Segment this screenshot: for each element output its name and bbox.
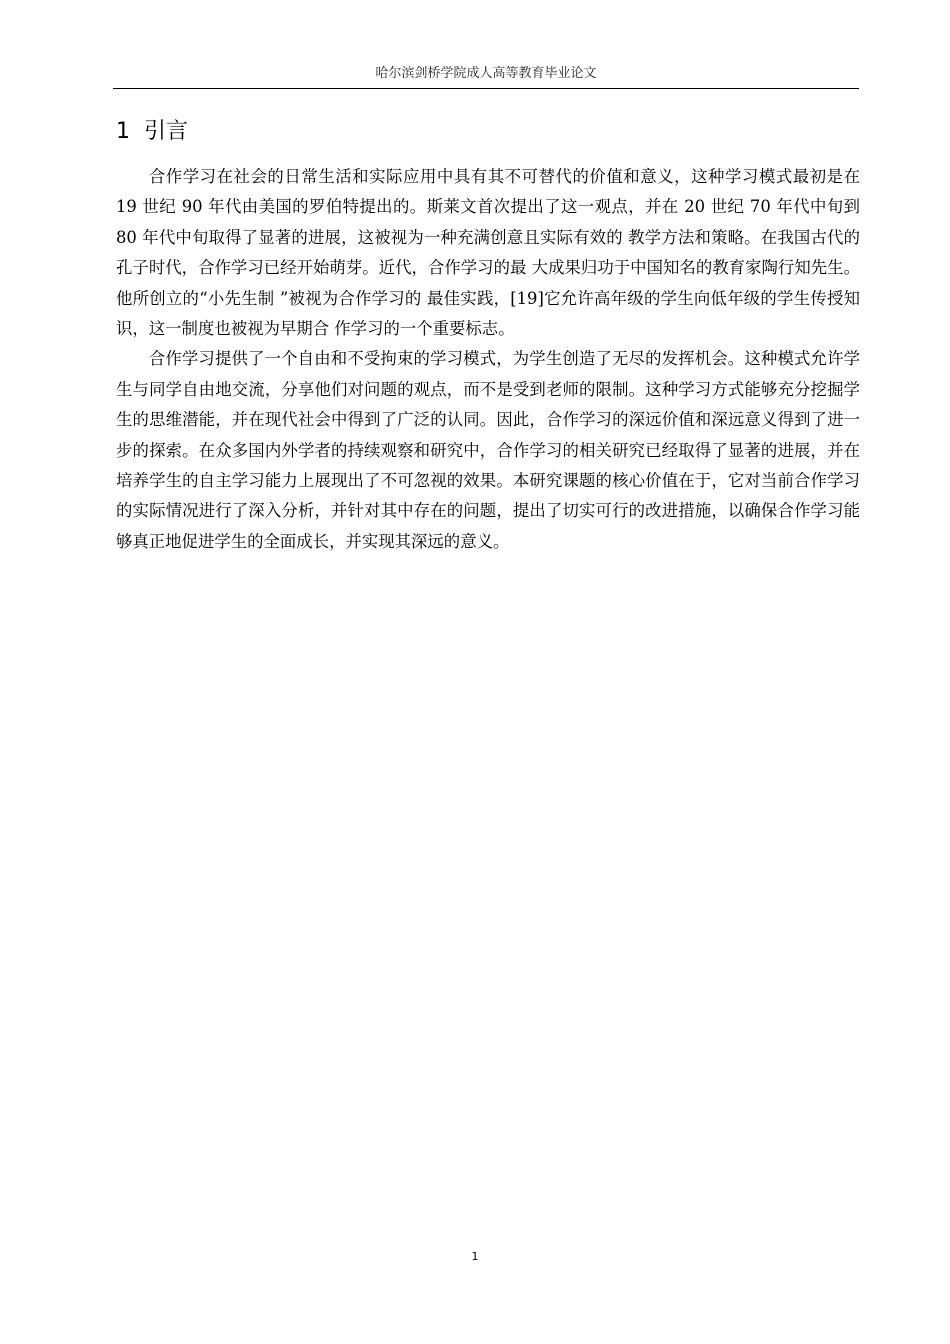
section-number: 1 (116, 119, 130, 144)
section-title (116, 117, 188, 147)
header-text: 哈尔滨剑桥学院成人高等教育毕业论文 (375, 66, 597, 81)
section-title-text: 引言 (144, 119, 189, 144)
page-header (113, 66, 859, 89)
body-text (116, 162, 860, 557)
paragraph: 合作学习提供了一个自由和不受拘束的学习模式，为学生创造了无尽的发挥机会。这种模式允许学生与同学自由地交流，分享他们对问题的观点，而不是受到老师的限制。这种学习方式能够充分挖掘学生的思维潜能，并在现代社会中得到了广泛的认同。因此，合作学习的深远价值和深远意义得到了进一步的探索。在众多国内外学者的持续观察和研究中，合作学习的相关研究已经取得了显著的进展，并在培养学生的自主学习能力上展现出了不可忽视的效果。本研究课题的核心价值在于，它对当前合作学习的实际情况进行了深入分析，并针对其中存在的问题，提出了切实可行的改进措施，以确保合作学习能够真正地促进学生的全面成长，并实现其深远的意义。 (116, 349, 860, 551)
page-number: 1 (471, 1250, 479, 1263)
paragraph: 合作学习在社会的日常生活和实际应用中具有其不可替代的价值和意义，这种学习模式最初是在 19 世纪 90 年代由美国的罗伯特提出的。斯莱文首次提出了这一观点，并在 20 世纪 70 年代中旬到 80 年代中旬取得了显著的进展，这被视为一种充满创意且实际有效的 教学方法和策略。在我国古代的孔子时代，合作学习已经开始萌芽。近代，合作学习的最 大成果归功于中国知名的教育家陶行知先生。他所创立的“小先生制 ”被视为合作学习的 最佳实践，[19]它允许高年级的学生向低年级的学生传授知识，这一制度也被视为早期合 作学习的一个重要标志。 (116, 167, 860, 339)
